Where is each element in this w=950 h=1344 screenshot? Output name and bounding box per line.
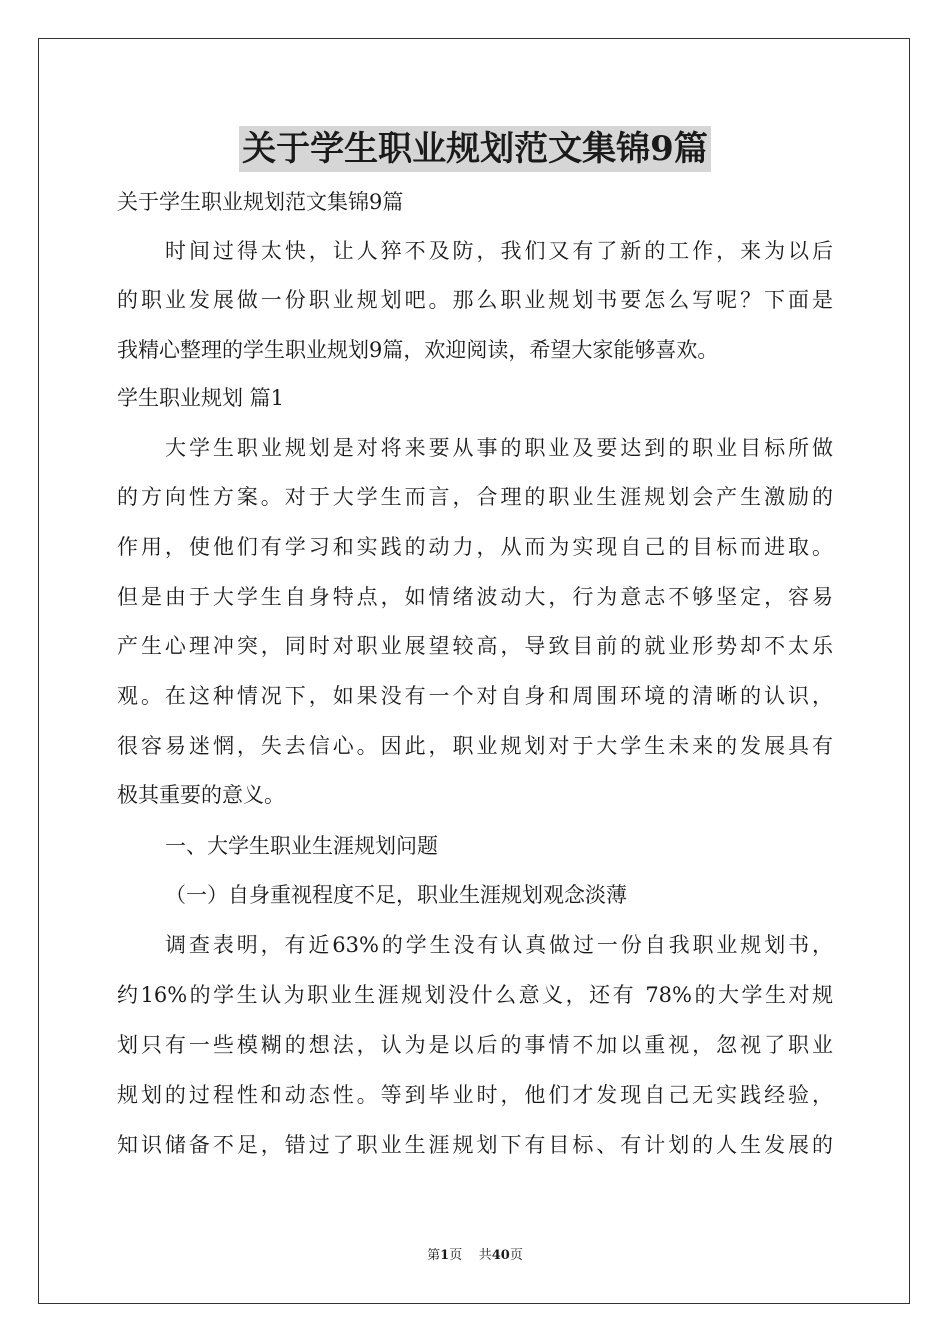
- text-line: 学生职业规划 篇1: [117, 386, 285, 410]
- text-line: 产生心理冲突，同时对职业展望较高，导致目前的就业形势却不太乐: [117, 634, 833, 658]
- text-line: 约16%的学生认为职业生涯规划没什么意义，还有 78%的大学生对规: [117, 983, 833, 1007]
- document-title: 关于学生职业规划范文集锦9篇: [239, 126, 711, 172]
- text-line: 时间过得太快，让人猝不及防，我们又有了新的工作，来为以后: [165, 239, 833, 263]
- text-line: 很容易迷惘，失去信心。因此，职业规划对于大学生未来的发展具有: [117, 734, 833, 758]
- title-container: [0, 126, 950, 172]
- total-suffix: 页: [509, 1248, 523, 1263]
- text-line: （一）自身重视程度不足，职业生涯规划观念淡薄: [165, 883, 627, 907]
- text-line: 但是由于大学生自身特点，如情绪波动大，行为意志不够坚定，容易: [117, 585, 833, 609]
- page-border: [38, 38, 910, 1304]
- page-footer: [0, 1247, 950, 1265]
- text-line: 大学生职业规划是对将来要从事的职业及要达到的职业目标所做: [165, 436, 833, 460]
- text-line: 一、大学生职业生涯规划问题: [165, 834, 438, 858]
- page-suffix: 页: [449, 1248, 463, 1263]
- text-line: 作用，使他们有学习和实践的动力，从而为实现自己的目标而进取。: [117, 535, 833, 559]
- text-line: 关于学生职业规划范文集锦9篇: [117, 190, 404, 214]
- text-line: 划只有一些模糊的想法，认为是以后的事情不加以重视，忽视了职业: [117, 1033, 833, 1057]
- page-prefix: 第: [427, 1248, 441, 1263]
- text-line: 观。在这种情况下，如果没有一个对自身和周围环境的清晰的认识，: [117, 684, 833, 708]
- total-pages: 40: [491, 1248, 510, 1263]
- text-line: 的方向性方案。对于大学生而言，合理的职业生涯规划会产生激励的: [117, 485, 833, 509]
- text-line: 知识储备不足，错过了职业生涯规划下有目标、有计划的人生发展的: [117, 1133, 833, 1157]
- text-line: 规划的过程性和动态性。等到毕业时，他们才发现自己无实践经验，: [117, 1083, 833, 1107]
- text-line: 我精心整理的学生职业规划9篇，欢迎阅读，希望大家能够喜欢。: [117, 338, 719, 362]
- total-prefix: 共: [478, 1248, 492, 1263]
- page-number: 1: [440, 1248, 450, 1263]
- text-line: 极其重要的意义。: [117, 783, 285, 807]
- text-line: 调查表明，有近63%的学生没有认真做过一份自我职业规划书，: [165, 933, 833, 957]
- text-line: 的职业发展做一份职业规划吧。那么职业规划书要怎么写呢？下面是: [117, 288, 833, 312]
